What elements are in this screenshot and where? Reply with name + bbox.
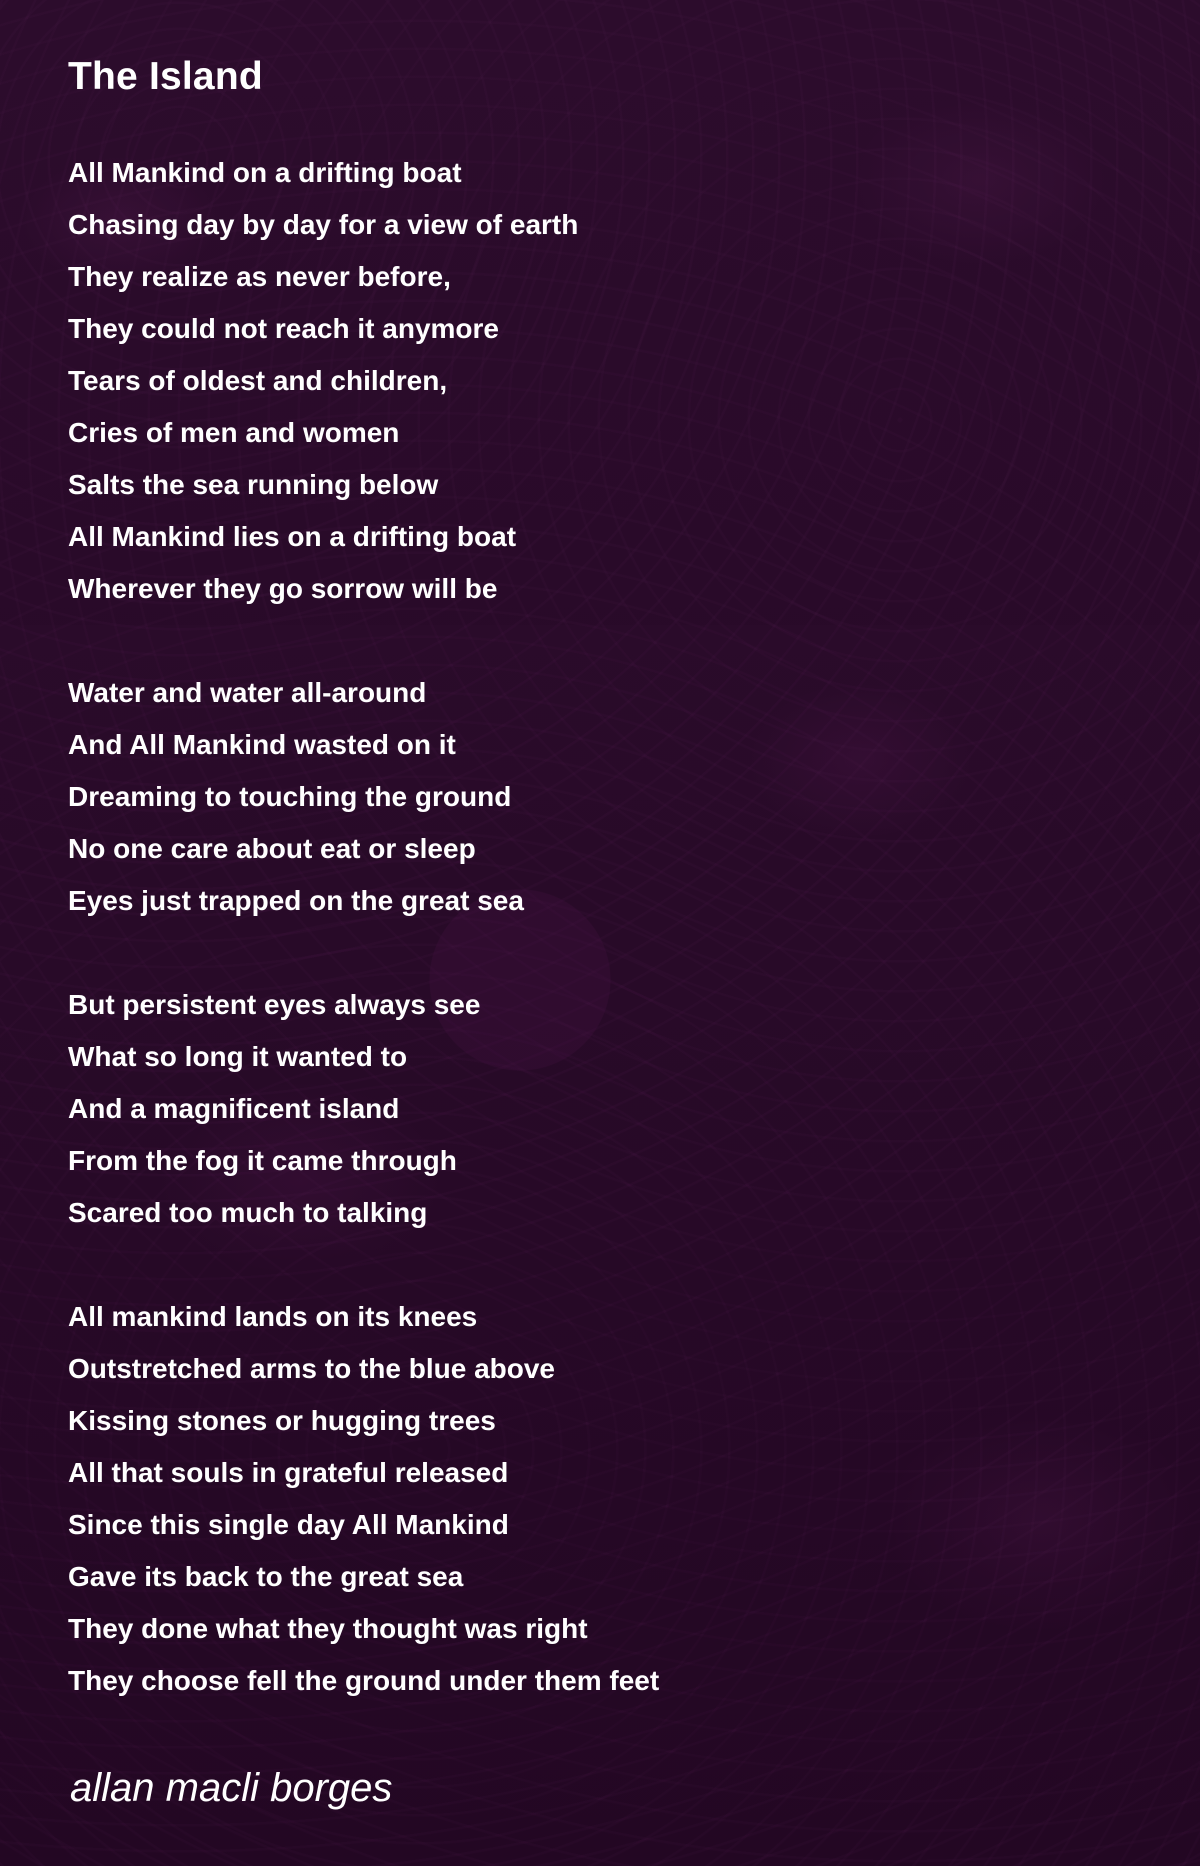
- poem-line: Water and water all-around: [68, 677, 427, 708]
- poem-line: Wherever they go sorrow will be: [68, 573, 498, 604]
- stanza-4: [68, 1291, 968, 1707]
- poem-line: All Mankind lies on a drifting boat: [68, 521, 517, 552]
- stanza-2: [68, 667, 968, 927]
- poem-line: Since this single day All Mankind: [68, 1509, 509, 1540]
- poem-line: Outstretched arms to the blue above: [68, 1353, 555, 1384]
- poem-line: And All Mankind wasted on it: [68, 729, 456, 760]
- poem-line: Dreaming to touching the ground: [68, 781, 512, 812]
- poem-line: What so long it wanted to: [68, 1041, 408, 1072]
- poem-line: Cries of men and women: [68, 417, 400, 448]
- poem-line: They choose fell the ground under them feet: [68, 1665, 660, 1696]
- stanza-1: [68, 147, 968, 615]
- poem-line: Eyes just trapped on the great sea: [68, 885, 524, 916]
- poem-title: The Island: [68, 55, 263, 98]
- stanza-3: [68, 979, 968, 1239]
- poem-page: [68, 52, 968, 1707]
- poem-line: From the fog it came through: [68, 1145, 457, 1176]
- poem-line: But persistent eyes always see: [68, 989, 481, 1020]
- poem-line: Salts the sea running below: [68, 469, 439, 500]
- poem-line: Gave its back to the great sea: [68, 1561, 464, 1592]
- poem-line: All mankind lands on its knees: [68, 1301, 478, 1332]
- poem-line: Chasing day by day for a view of earth: [68, 209, 579, 240]
- poem-author: allan macli borges: [70, 1766, 393, 1810]
- poem-line: They done what they thought was right: [68, 1613, 588, 1644]
- poem-line: And a magnificent island: [68, 1093, 400, 1124]
- poem-line: They could not reach it anymore: [68, 313, 499, 344]
- poem-line: All that souls in grateful released: [68, 1457, 509, 1488]
- poem-line: Scared too much to talking: [68, 1197, 428, 1228]
- poem-line: All Mankind on a drifting boat: [68, 157, 462, 188]
- poem-body: [68, 147, 968, 1707]
- poem-line: Tears of oldest and children,: [68, 365, 448, 396]
- poem-line: They realize as never before,: [68, 261, 451, 292]
- poem-line: Kissing stones or hugging trees: [68, 1405, 496, 1436]
- poem-line: No one care about eat or sleep: [68, 833, 476, 864]
